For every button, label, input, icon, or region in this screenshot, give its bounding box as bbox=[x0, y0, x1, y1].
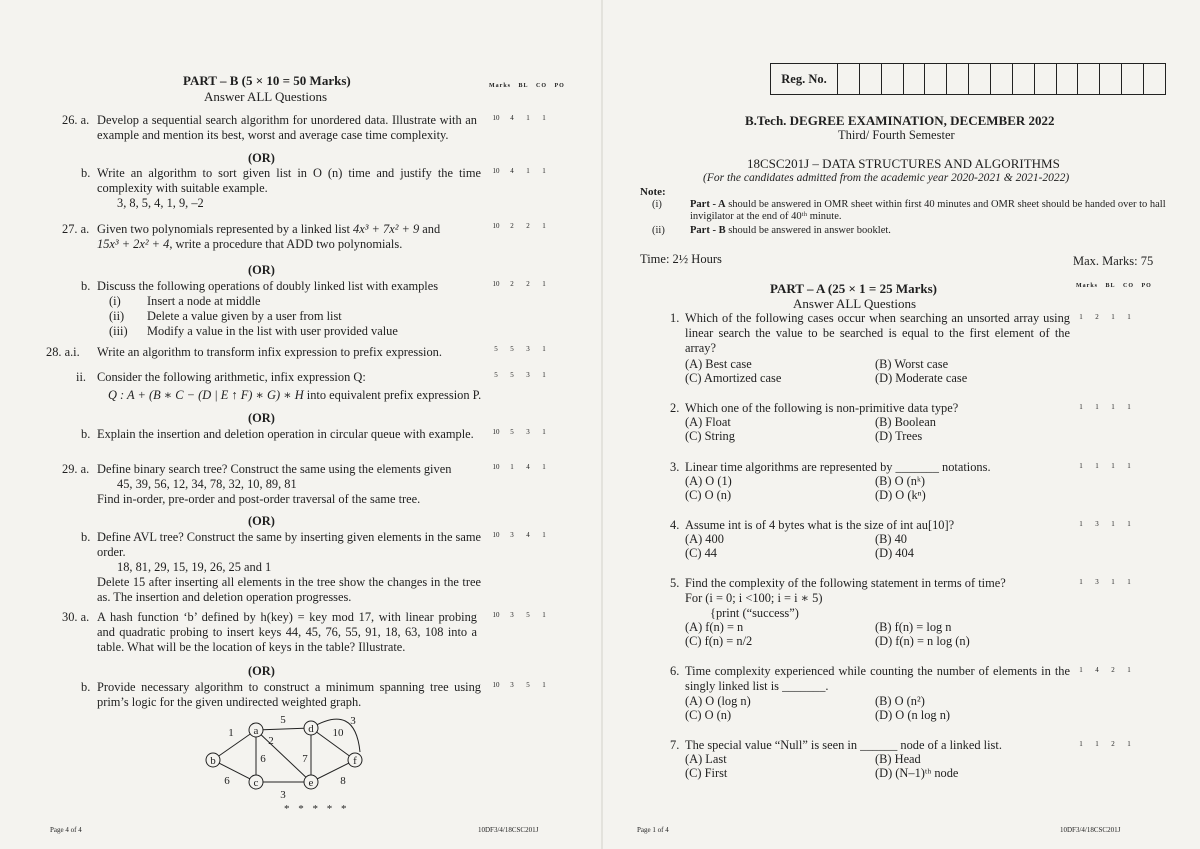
note-label: Note: bbox=[640, 186, 666, 198]
marks-col: Marks bbox=[1076, 283, 1098, 289]
or-label: (OR) bbox=[248, 514, 275, 528]
note-bold: Part - A bbox=[690, 199, 726, 210]
edge-weight: 6 bbox=[260, 753, 266, 765]
question-number: 27. a. bbox=[62, 222, 90, 236]
question-28b bbox=[81, 427, 481, 442]
node-a: a bbox=[253, 725, 259, 737]
or-label: (OR) bbox=[248, 664, 275, 678]
option-c[interactable]: (C) f(n) = n/2 bbox=[685, 634, 753, 648]
note-2 bbox=[690, 225, 891, 236]
question-text: Develop a sequential search algorithm for unordered data. Illustrate with an example and mention its best, worst and average case time complexity. bbox=[97, 113, 477, 142]
option-b[interactable]: (B) Boolean bbox=[875, 415, 936, 429]
question-number: 1. bbox=[670, 311, 680, 325]
node-b: b bbox=[210, 755, 216, 767]
edge-weight: 5 bbox=[280, 714, 286, 726]
option-c[interactable]: (C) O (n) bbox=[685, 488, 732, 502]
reg-cell[interactable] bbox=[904, 64, 926, 94]
question-text: Which of the following cases occur when searching an unsorted array using linear search the value to be searched is equal to the first element of the array? bbox=[685, 311, 1070, 355]
marks-row: 10 4 1 1 bbox=[492, 167, 546, 175]
marks-row: 10 4 1 1 bbox=[492, 114, 546, 122]
note-1-number: (i) bbox=[652, 199, 662, 210]
option-b[interactable]: (B) f(n) = log n bbox=[875, 620, 952, 634]
reg-cell[interactable] bbox=[882, 64, 904, 94]
question-number: 26. a. bbox=[62, 113, 90, 127]
question-text: The special value “Null” is seen in ______ node of a linked list. bbox=[685, 738, 1002, 752]
question-text: Linear time algorithms are represented by _______ notations. bbox=[685, 460, 991, 474]
option-a[interactable]: (A) Float bbox=[685, 415, 731, 429]
reg-cell[interactable] bbox=[1122, 64, 1144, 94]
edge-weight: 6 bbox=[224, 775, 230, 787]
option-d[interactable]: (D) O (kⁿ) bbox=[875, 488, 926, 502]
course-title: 18CSC201J – DATA STRUCTURES AND ALGORITHMS bbox=[747, 156, 1060, 171]
edge-weight: 8 bbox=[340, 775, 346, 787]
option-c[interactable]: (C) First bbox=[685, 766, 728, 780]
question-text: Explain the insertion and deletion operation in circular queue with example. bbox=[97, 427, 474, 441]
option-a[interactable]: (A) Last bbox=[685, 752, 727, 766]
candidates-note: (For the candidates admitted from the academic year 2020-2021 & 2021-2022) bbox=[703, 172, 1070, 184]
reg-cell[interactable] bbox=[947, 64, 969, 94]
question-29b bbox=[81, 530, 481, 605]
reg-number-box[interactable] bbox=[770, 63, 1166, 95]
exam-title: B.Tech. DEGREE EXAMINATION, DECEMBER 2022 bbox=[745, 113, 1055, 128]
marks-row: 1 3 1 1 bbox=[1079, 520, 1131, 528]
marks-row: 10 2 2 1 bbox=[492, 222, 546, 230]
question-data: 45, 39, 56, 12, 34, 78, 32, 10, 89, 81 bbox=[117, 477, 297, 491]
part-a-title: PART – A (25 × 1 = 25 Marks) bbox=[770, 281, 937, 296]
code-line: For (i = 0; i <100; i = i ∗ 5) bbox=[685, 591, 823, 605]
reg-cell[interactable] bbox=[991, 64, 1013, 94]
or-label: (OR) bbox=[248, 263, 275, 277]
question-number: 29. a. bbox=[62, 462, 90, 476]
reg-cell[interactable] bbox=[860, 64, 882, 94]
question-number: 4. bbox=[670, 518, 680, 532]
code-line: {print (“success”) bbox=[710, 606, 799, 620]
question-28aii bbox=[76, 370, 486, 403]
option-b[interactable]: (B) Worst case bbox=[875, 357, 949, 371]
marks-header bbox=[489, 83, 565, 89]
question-number: 28. a.i. bbox=[46, 345, 80, 359]
edge-weight: 10 bbox=[332, 727, 344, 739]
footer-page: Page 1 of 4 bbox=[637, 826, 669, 834]
note-1 bbox=[690, 199, 1170, 223]
marks-row: 10 5 3 1 bbox=[492, 428, 546, 436]
footer-code: 10DF3/4/18CSC201J bbox=[478, 826, 539, 834]
question-number: 6. bbox=[670, 664, 680, 678]
question-number: b. bbox=[81, 279, 91, 293]
question-1 bbox=[670, 311, 1070, 356]
edge-weight: 3 bbox=[350, 715, 356, 727]
option-a[interactable]: (A) O (log n) bbox=[685, 694, 751, 708]
reg-cell[interactable] bbox=[1035, 64, 1057, 94]
node-c: c bbox=[253, 777, 259, 789]
option-d[interactable]: (D) 404 bbox=[875, 546, 914, 560]
option-d[interactable]: (D) (N–1)ᵗʰ node bbox=[875, 766, 959, 780]
sub-text: Modify a value in the list with user provided value bbox=[147, 324, 398, 338]
reg-cell[interactable] bbox=[1078, 64, 1100, 94]
edge-weight: 2 bbox=[268, 735, 274, 747]
option-a[interactable]: (A) f(n) = n bbox=[685, 620, 744, 634]
option-c[interactable]: (C) 44 bbox=[685, 546, 718, 560]
option-a[interactable]: (A) 400 bbox=[685, 532, 724, 546]
question-text-tail: Find in-order, pre-order and post-order traversal of the same tree. bbox=[97, 492, 421, 506]
polynomial-1: 4x³ + 7x² + 9 bbox=[353, 222, 420, 236]
polynomial-2: 15x³ + 2x² + 4 bbox=[97, 237, 170, 251]
marks-row: 1 1 1 1 bbox=[1079, 403, 1131, 411]
question-3 bbox=[670, 460, 1070, 475]
question-27b bbox=[81, 279, 481, 339]
question-text: Provide necessary algorithm to construct a minimum spanning tree using prim’s logic for the given undirected weighted graph. bbox=[97, 680, 481, 709]
marks-row: 1 3 1 1 bbox=[1079, 578, 1131, 586]
question-data: 3, 8, 5, 4, 1, 9, –2 bbox=[117, 196, 204, 210]
marks-row: 1 4 2 1 bbox=[1079, 666, 1131, 674]
footer-code: 10DF3/4/18CSC201J bbox=[1060, 826, 1121, 834]
question-29a bbox=[62, 462, 482, 507]
question-number: 5. bbox=[670, 576, 680, 590]
question-data: 18, 81, 29, 15, 19, 26, 25 and 1 bbox=[117, 560, 272, 574]
part-a-instruction: Answer ALL Questions bbox=[793, 296, 917, 311]
question-number: 3. bbox=[670, 460, 680, 474]
sub-text: Delete a value given by a user from list bbox=[147, 309, 342, 323]
question-number: b. bbox=[81, 530, 91, 544]
po-col: PO bbox=[554, 83, 565, 89]
semester: Third/ Fourth Semester bbox=[838, 128, 955, 142]
reg-cell[interactable] bbox=[1144, 64, 1165, 94]
question-number: ii. bbox=[76, 370, 86, 384]
marks-header bbox=[1076, 283, 1152, 289]
note-bold: Part - B bbox=[690, 225, 726, 236]
question-27a bbox=[62, 222, 487, 252]
question-text: Find the complexity of the following statement in terms of time? bbox=[685, 576, 1006, 590]
part-b-instruction: Answer ALL Questions bbox=[204, 89, 328, 104]
option-c[interactable]: (C) String bbox=[685, 429, 735, 443]
option-c[interactable]: (C) O (n) bbox=[685, 708, 732, 722]
node-d: d bbox=[308, 723, 314, 735]
weighted-graph bbox=[195, 712, 375, 802]
edge-weight: 3 bbox=[280, 789, 286, 801]
question-text-tail: Delete 15 after inserting all elements in the tree show the changes in the tree as. The insertion and deletion operation progresses. bbox=[97, 575, 481, 604]
max-marks: Max. Marks: 75 bbox=[1073, 254, 1154, 268]
bl-col: BL bbox=[518, 83, 529, 89]
question-26b bbox=[81, 166, 481, 211]
question-text: Time complexity experienced while counting the number of elements in the singly linked list is _______. bbox=[685, 664, 1070, 693]
co-col: CO bbox=[536, 83, 548, 89]
question-number: 2. bbox=[670, 401, 680, 415]
reg-label: Reg. No. bbox=[771, 64, 838, 94]
or-label: (OR) bbox=[248, 411, 275, 425]
sub-number: (i) bbox=[109, 294, 121, 308]
option-a[interactable]: (A) O (1) bbox=[685, 474, 732, 488]
option-b[interactable]: (B) Head bbox=[875, 752, 921, 766]
infix-expression: Q : A + (B ∗ C − (D | E ↑ F) ∗ G) ∗ H bbox=[108, 388, 304, 402]
reg-cell[interactable] bbox=[1100, 64, 1122, 94]
question-text-tail: , write a procedure that ADD two polynomials. bbox=[169, 237, 403, 251]
question-number: b. bbox=[81, 166, 91, 180]
option-d[interactable]: (D) f(n) = n log (n) bbox=[875, 634, 970, 648]
option-d[interactable]: (D) Moderate case bbox=[875, 371, 968, 385]
question-28ai bbox=[46, 345, 486, 360]
note-text: should be answered in answer booklet. bbox=[725, 225, 891, 236]
sub-text: Insert a node at middle bbox=[147, 294, 261, 308]
exam-time: Time: 2½ Hours bbox=[640, 252, 722, 266]
marks-row: 1 1 1 1 bbox=[1079, 462, 1131, 470]
page-fold bbox=[601, 0, 603, 849]
node-e: e bbox=[308, 777, 314, 789]
question-text: Discuss the following operations of doubly linked list with examples bbox=[97, 279, 439, 293]
question-7 bbox=[670, 738, 1070, 753]
option-b[interactable]: (B) O (nᵏ) bbox=[875, 474, 926, 488]
marks-row: 10 2 2 1 bbox=[492, 280, 546, 288]
question-number: b. bbox=[81, 680, 91, 694]
question-text: Which one of the following is non-primitive data type? bbox=[685, 401, 959, 415]
option-d[interactable]: (D) O (n log n) bbox=[875, 708, 951, 722]
marks-col: Marks bbox=[489, 83, 511, 89]
node-f: f bbox=[353, 755, 357, 767]
marks-row: 10 3 5 1 bbox=[492, 681, 546, 689]
reg-cell[interactable] bbox=[969, 64, 991, 94]
question-text-tail: into equivalent prefix expression P. bbox=[306, 388, 482, 402]
question-text: Given two polynomials represented by a linked list bbox=[97, 222, 350, 236]
edge-weight: 1 bbox=[228, 727, 234, 739]
end-stars: * * * * * bbox=[284, 803, 350, 815]
sub-number: (ii) bbox=[109, 309, 125, 323]
question-text: Define AVL tree? Construct the same by inserting given elements in the same order. bbox=[97, 530, 482, 559]
conjunction: and bbox=[422, 222, 441, 236]
co-col: CO bbox=[1123, 283, 1135, 289]
po-col: PO bbox=[1141, 283, 1152, 289]
bl-col: BL bbox=[1105, 283, 1116, 289]
option-c[interactable]: (C) Amortized case bbox=[685, 371, 782, 385]
marks-row: 5 5 3 1 bbox=[494, 371, 546, 379]
reg-cell[interactable] bbox=[925, 64, 947, 94]
question-4 bbox=[670, 518, 1070, 533]
marks-row: 10 3 4 1 bbox=[492, 531, 546, 539]
question-text: Write an algorithm to sort given list in O (n) time and justify the time complexity with suitable example. bbox=[97, 166, 481, 195]
marks-row: 10 3 5 1 bbox=[492, 611, 546, 619]
marks-row: 10 1 4 1 bbox=[492, 463, 546, 471]
option-b[interactable]: (B) 40 bbox=[875, 532, 908, 546]
part-b-title: PART – B (5 × 10 = 50 Marks) bbox=[183, 73, 351, 88]
marks-row: 5 5 3 1 bbox=[494, 345, 546, 353]
question-30a bbox=[62, 610, 482, 655]
question-text: Consider the following arithmetic, infix expression Q: bbox=[97, 370, 366, 384]
marks-row: 1 2 1 1 bbox=[1079, 313, 1131, 321]
reg-cell[interactable] bbox=[838, 64, 860, 94]
reg-cell[interactable] bbox=[1013, 64, 1035, 94]
question-number: 7. bbox=[670, 738, 680, 752]
note-text: should be answered in OMR sheet within first 40 minutes and OMR sheet should be handed over to hall invigilator at the end of 40ᵗʰ minute. bbox=[690, 199, 1166, 222]
question-number: 30. a. bbox=[62, 610, 90, 624]
edge-weight: 7 bbox=[302, 753, 308, 765]
question-text: A hash function ‘b’ defined by h(key) = key mod 17, with linear probing and quadratic probing to insert keys 44, 45, 76, 55, 91, 18, 63, 108 into a table. What will be the location of keys in the table? Illustrate. bbox=[97, 610, 477, 654]
or-label: (OR) bbox=[248, 151, 275, 165]
question-text: Write an algorithm to transform infix expression to prefix expression. bbox=[97, 345, 442, 359]
note-2-number: (ii) bbox=[652, 225, 665, 236]
reg-cell[interactable] bbox=[1057, 64, 1079, 94]
question-text: Define binary search tree? Construct the same using the elements given bbox=[97, 462, 452, 476]
question-5 bbox=[670, 576, 1070, 621]
question-text: Assume int is of 4 bytes what is the size of int au[10]? bbox=[685, 518, 955, 532]
sub-number: (iii) bbox=[109, 324, 128, 338]
question-2 bbox=[670, 401, 1070, 416]
question-6 bbox=[670, 664, 1070, 694]
question-number: b. bbox=[81, 427, 91, 441]
question-26a bbox=[62, 113, 482, 143]
option-a[interactable]: (A) Best case bbox=[685, 357, 752, 371]
marks-row: 1 1 2 1 bbox=[1079, 740, 1131, 748]
option-b[interactable]: (B) O (n²) bbox=[875, 694, 925, 708]
question-30b bbox=[81, 680, 481, 710]
footer-page: Page 4 of 4 bbox=[50, 826, 82, 834]
option-d[interactable]: (D) Trees bbox=[875, 429, 923, 443]
